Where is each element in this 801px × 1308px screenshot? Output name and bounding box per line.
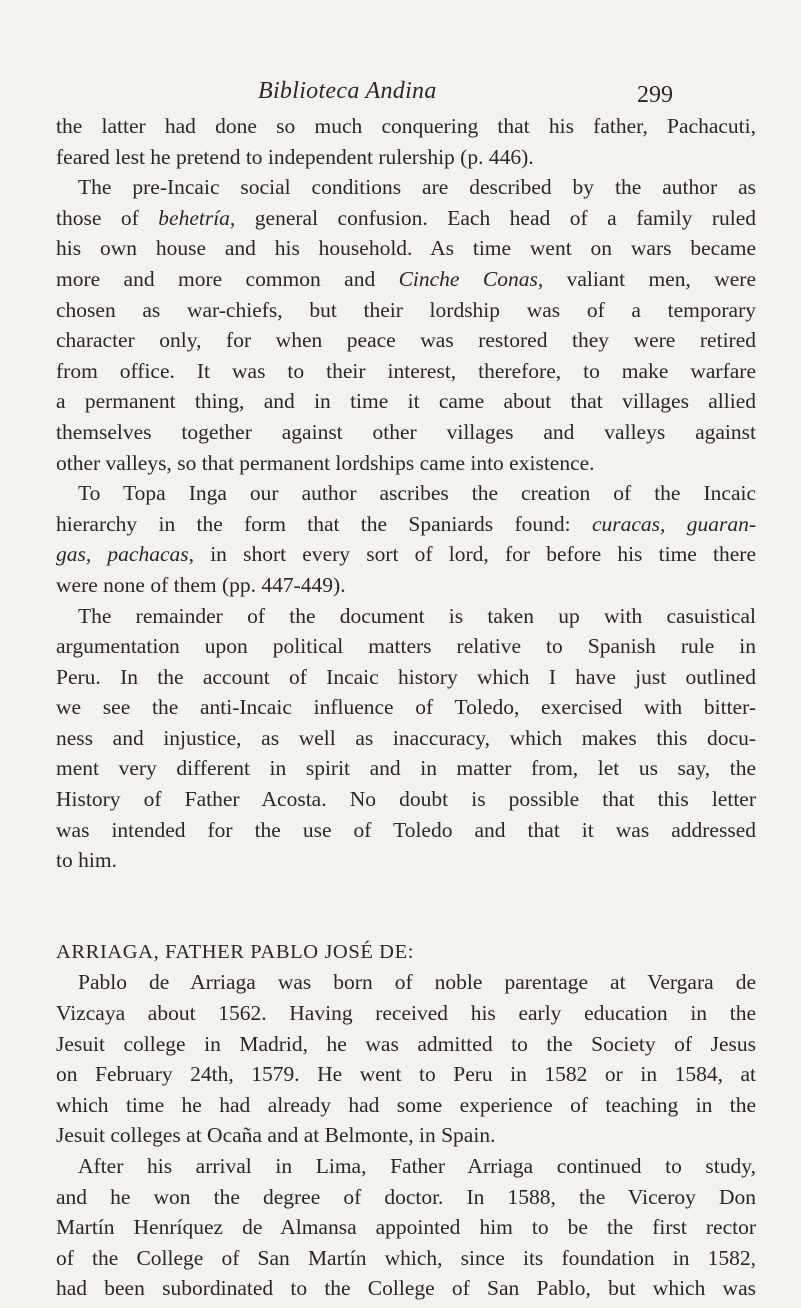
text-line — [56, 264, 756, 295]
text-line — [56, 1212, 756, 1243]
text-run: had been subordinated to the College of San Pablo, but which was — [56, 1276, 756, 1301]
italic-term: Cinche Conas, — [398, 266, 544, 291]
text-line — [56, 631, 756, 662]
text-line — [56, 601, 756, 632]
text-run: to him. — [56, 848, 117, 873]
text-run: Jesuit college in Madrid, he was admitted to the Society of Jesus — [56, 1031, 756, 1056]
text-run: themselves together against other villages and valleys against — [56, 419, 756, 444]
text-run: other valleys, so that permanent lordships came into existence. — [56, 450, 595, 475]
text-run: on February 24th, 1579. He went to Peru in 1582 or in 1584, at — [56, 1062, 756, 1087]
text-line — [56, 111, 756, 142]
text-line — [56, 784, 756, 815]
text-line — [56, 386, 756, 417]
section-break — [56, 876, 756, 937]
text-line — [56, 1182, 756, 1213]
section-arriaga — [56, 937, 756, 1304]
text-run: The pre-Incaic social conditions are described by the author as — [78, 175, 756, 200]
text-line — [56, 753, 756, 784]
text-run: The remainder of the document is taken up with casuistical — [78, 603, 756, 628]
text-run: was intended for the use of Toledo and that it was addressed — [56, 817, 756, 842]
text-run: and he won the degree of doctor. In 1588, the Viceroy Don — [56, 1184, 756, 1209]
text-run: character only, for when peace was restored they were retired — [56, 328, 756, 353]
text-run: Peru. In the account of Incaic history which I have just outlined — [56, 664, 756, 689]
text-line — [56, 172, 756, 203]
text-line — [56, 1151, 756, 1182]
text-run: ness and injustice, as well as inaccuracy, which makes this docu- — [56, 725, 756, 750]
text-line — [56, 417, 756, 448]
text-line — [56, 1059, 756, 1090]
text-run: After his arrival in Lima, Father Arriaga continued to study, — [78, 1154, 756, 1178]
text-line — [56, 142, 756, 173]
text-run: the latter had done so much conquering that his father, Pachacuti, — [56, 114, 756, 138]
text-run: a permanent thing, and in time it came about that villages allied — [56, 389, 756, 414]
text-run: ment very different in spirit and in matter from, let us say, the — [56, 756, 756, 781]
text-run: hierarchy in the form that the Spaniards found: — [56, 511, 592, 536]
text-line — [56, 1090, 756, 1121]
text-line — [56, 1273, 756, 1304]
text-run: general confusion. Each head of a family ruled — [235, 205, 756, 230]
text-line — [56, 1243, 756, 1274]
text-line — [56, 539, 756, 570]
text-line — [56, 1120, 756, 1151]
italic-term: behetría, — [158, 205, 236, 230]
text-line — [56, 295, 756, 326]
section-toledo-letter — [56, 111, 756, 876]
text-line — [56, 478, 756, 509]
text-line — [56, 967, 756, 998]
text-run: Jesuit colleges at Ocaña and at Belmonte, in Spain. — [56, 1123, 496, 1148]
text-run: Pablo de Arriaga was born of noble parentage at Vergara de — [78, 970, 756, 995]
text-line — [56, 692, 756, 723]
text-run: of the College of San Martín which, since its foundation in 1582, — [56, 1245, 756, 1270]
text-run: Martín Henríquez de Almansa appointed him to be the first rector — [56, 1215, 756, 1240]
text-run: which time he had already had some experience of teaching in the — [56, 1092, 756, 1117]
text-run: History of Father Acosta. No doubt is possible that this letter — [56, 787, 756, 812]
text-run: Vizcaya about 1562. Having received his early education in the — [56, 1001, 756, 1026]
text-line — [56, 356, 756, 387]
text-line — [56, 325, 756, 356]
entry-heading: ARRIAGA, FATHER PABLO JOSÉ DE: — [56, 940, 415, 963]
text-run: those of — [56, 205, 159, 230]
text-line — [56, 723, 756, 754]
text-line — [56, 662, 756, 693]
body-text — [56, 111, 756, 1304]
text-run: in short every sort of lord, for before his time there — [194, 542, 756, 567]
text-line — [56, 233, 756, 264]
text-line — [56, 845, 756, 876]
text-run: argumentation upon political matters relative to Spanish rule in — [56, 634, 756, 659]
text-run: To Topa Inga our author ascribes the creation of the Incaic — [78, 481, 756, 506]
running-title: Biblioteca Andina — [258, 78, 437, 104]
text-run: chosen as war-chiefs, but their lordship was of a temporary — [56, 297, 756, 322]
text-line — [56, 509, 756, 540]
text-line — [56, 203, 756, 234]
text-line — [56, 448, 756, 479]
text-line — [56, 998, 756, 1029]
text-line — [56, 815, 756, 846]
text-run: more and more common and — [56, 266, 399, 291]
text-run: valiant men, were — [543, 266, 757, 291]
text-run: were none of them (pp. 447-449). — [56, 572, 346, 597]
italic-term: curacas, guaran- — [591, 511, 756, 536]
text-line — [56, 570, 756, 601]
italic-term: gas, pachacas, — [56, 542, 195, 567]
text-line — [56, 1029, 756, 1060]
text-run: from office. It was to their interest, therefore, to make warfare — [56, 358, 756, 383]
text-run: feared lest he pretend to independent rulership (p. 446). — [56, 144, 534, 169]
text-run: we see the anti-Incaic influence of Toledo, exercised with bitter- — [56, 695, 756, 720]
running-header — [0, 78, 801, 108]
text-run: his own house and his household. As time went on wars became — [56, 236, 756, 261]
page-number: 299 — [637, 82, 673, 108]
